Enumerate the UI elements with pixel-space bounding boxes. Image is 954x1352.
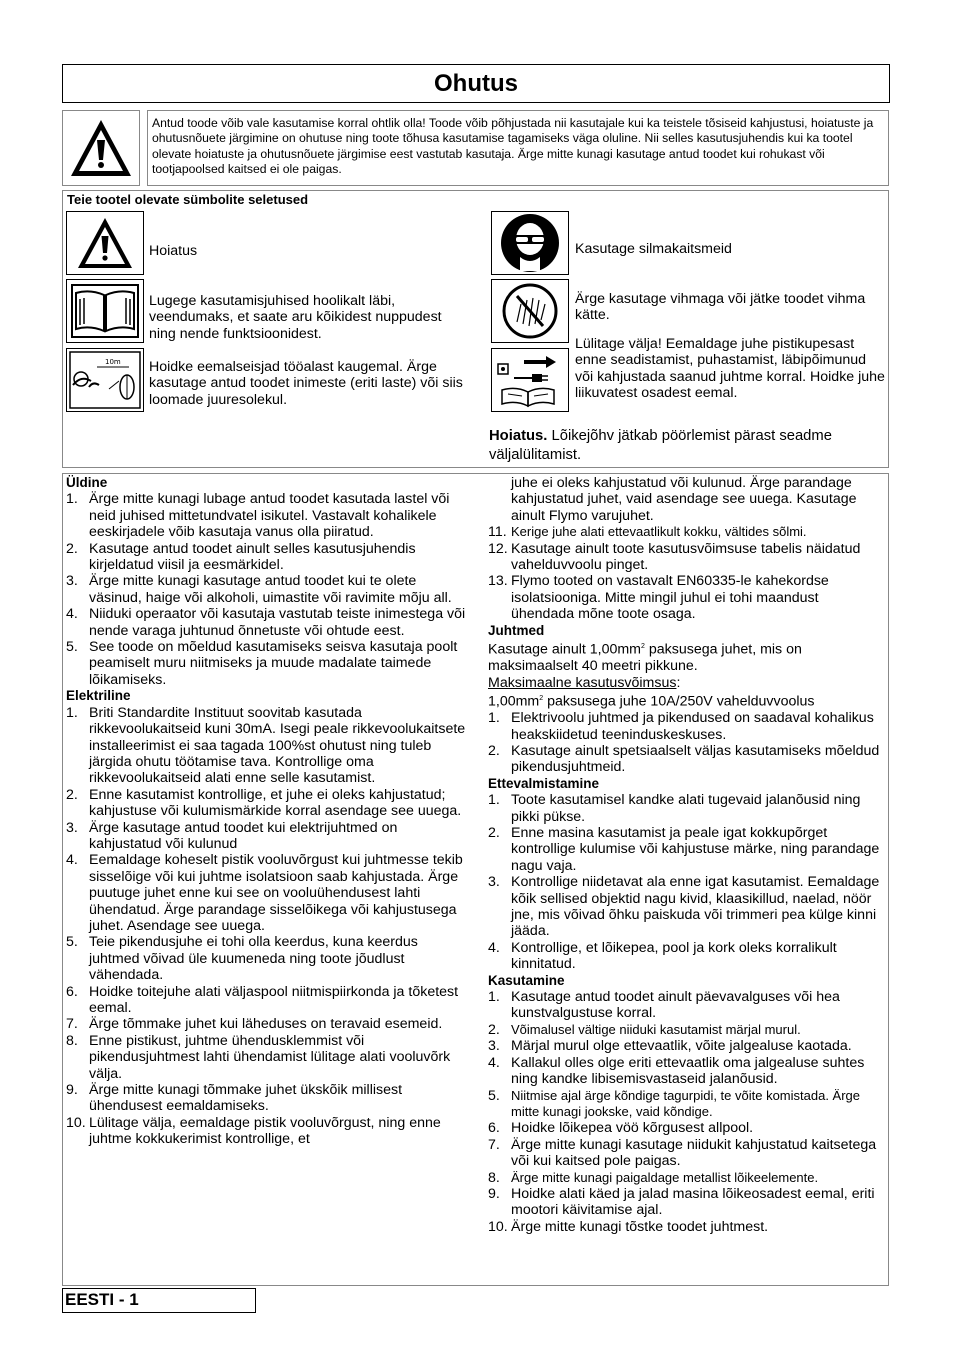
list-item: 1. Ärge mitte kunagi lubage antud toodet kasutada lastel või neid juhised mittetundvatel isikutel. Vastavalt kohalikele eeskirjadele võib kasutaja vanus olla piiratud.	[66, 491, 450, 541]
list-item: 2. Kasutage antud toodet ainult selles kasutusjuhendis kirjeldatud viisil ja eesmärkidel.	[66, 540, 416, 574]
preparation-heading: Ettevalmistamine	[488, 775, 600, 791]
unplug-symbol-label: Lülitage välja! Eemaldage juhe pistikupesast enne seadistamist, puhastamist, läbipõimunud või kahjustada saanud juhtme korral. Hoidke juhe liikuvatest osadest eemal.	[575, 336, 885, 402]
cable-rating: $1,00mm^2$ paksusega juhe 10A/250V vahelduvvoolus	[488, 693, 815, 710]
list-item: 2. Enne masina kasutamist ja peale igat kokkupõrget kontrollige kulumise või kahjustuse märke, ning parandage nagu vaja.	[488, 825, 880, 874]
blade-warning-bold: Hoiatus.	[489, 428, 548, 444]
general-heading: Üldine	[66, 475, 108, 490]
bystanders-symbol-label: Hoidke eemalseisjad tööalast kaugemal. Ärge kasutage antud toodet inimeste (eriti laste) või siis loomade juuresolekul.	[149, 359, 463, 408]
list-item: 3. Ärge kasutage antud toodet kui elektrijuhtmed on kahjustatud või kulunud	[66, 819, 398, 852]
page-title-box	[62, 64, 890, 103]
list-item: 4. Kontrollige, et lõikepea, pool ja kork oleks korralikult kinnitatud.	[488, 939, 837, 973]
page-footer	[62, 1288, 256, 1313]
list-item: 2. Võimalusel vältige niiduki kasutamist märjal murul.	[488, 1021, 801, 1038]
safety-rules-section	[62, 473, 889, 1286]
max-rating-label: Maksimaalne kasutusvõimsus:	[488, 674, 681, 691]
bystanders-distance-icon	[69, 351, 141, 409]
list-item: 4. Niiduki operaator või kasutaja vastutab teiste inimestega või nende varaga juhtunud õnnetuste või ohtude eest.	[66, 606, 466, 639]
distance-label: 10m	[105, 358, 121, 366]
electrical-continuation: juhe ei oleks kahjustatud või kulunud. Ärge parandage kahjustatud juhet, vaid asendage see uuega. Kasutage ainult Flymo varujuhet.	[511, 475, 857, 524]
open-book-icon	[70, 283, 140, 339]
rain-symbol	[491, 279, 569, 343]
warning-symbol	[66, 211, 144, 275]
eyewear-symbol	[491, 211, 569, 275]
operation-list	[488, 989, 884, 1235]
cables-text: Kasutage ainult $1,00mm^2$ paksusega juhet, mis on maksimaalselt 40 meetri pikkune.	[488, 641, 802, 675]
list-item: 2. Enne kasutamist kontrollige, et juhe ei oleks kahjustatud; kahjustuse või kulumismärkide korral asendage see uuega.	[66, 786, 462, 820]
warning-triangle-icon	[68, 116, 134, 180]
right-column	[488, 475, 884, 1235]
operation-heading: Kasutamine	[488, 972, 565, 988]
list-item: 1. Briti Standardite Instituut soovitab kasutada rikkevoolukaitseid kuni 30mA. Isegi peale rikkevoolukaitsete installeerimist ei saa tagada 100%st ohutust ning tuleb järgida ohutu töötamise tava. Kontrollige oma rikkevoolukaitseid alati enne selle kasutamist.	[66, 704, 466, 787]
electrical-list	[66, 705, 466, 1148]
list-item: 1. Kasutage antud toodet ainult päevavalguses või hea kunstvalgustuse korral.	[488, 989, 840, 1022]
eyewear-symbol-label: Kasutage silmakaitsmeid	[575, 241, 732, 257]
blade-warning-text: Lõikejõhv jätkab pöörlemist pärast seadme väljalülitamist.	[489, 428, 832, 463]
list-item: 9. Ärge mitte kunagi tõmmake juhet ükskõik millisest ühendusest eemaldamiseks.	[66, 1082, 403, 1115]
list-item: 12. Kasutage ainult toote kasutusvõimsuse tabelis näidatud vahelduvvoolu pinget.	[488, 540, 861, 574]
list-item: 10. Lülitage välja, eemaldage pistik vooluvõrgust, ning enne juhtme kokkukerimist kontrollige, et	[66, 1114, 441, 1148]
unplug-icon	[494, 350, 566, 410]
list-item: 5. See toode on mõeldud kasutamiseks seisva kasutaja poolt peamiselt muru niitmiseks ja muude madalate taimede lõikamiseks.	[66, 639, 458, 688]
list-item: 6. Hoidke toitejuhe alati väljaspool niitmispiirkonda ja tõketest eemal.	[66, 983, 459, 1016]
preparation-list	[488, 792, 884, 972]
list-item: 5. Teie pikendusjuhe ei tohi olla keerdus, kuna keerdus juhtmed võivad üle kuumeneda ning toote jõudlust vähendada.	[66, 934, 418, 984]
rain-symbol-label: Ärge kasutage vihmaga või jätke toodet vihma kätte.	[575, 291, 866, 324]
cables-heading: Juhtmed	[488, 622, 545, 638]
list-item: 2. Kasutage ainult spetsiaalselt väljas kasutamiseks mõeldud pikendusjuhtmeid.	[488, 742, 880, 776]
list-item: 3. Ärge mitte kunagi kasutage antud toodet kui te olete väsinud, haige või alkoholi, uimastite või ravimite mõju all.	[66, 573, 452, 606]
intro-warning-text: Antud toode võib vale kasutamise korral ohtlik olla! Toode võib põhjustada nii kasutajale kui ka teistele tõsiseid kahjustusi, hoiatuste ja ohutusnõuete järgimine on ohutuse ning toote tõhusa kasutamise tagamiseks väga oluline. Nii selles kasutusjuhendis kui ka tootel olevate hoiatuste ja ohutusnõuete järgimise eest vastutab kasutaja. Ärge mitte kunagi kasutage antud toodet kui rohukast või tootjapoolsed kaitsed ei ole paigas.	[147, 110, 889, 186]
cables-list	[488, 710, 884, 776]
electrical-list-continued	[488, 524, 884, 622]
list-item: 11. Kerige juhe alati ettevaatlikult kokku, vältides sõlmi.	[488, 524, 807, 541]
unplug-symbol	[491, 348, 569, 412]
symbols-heading: Teie tootel olevate sümbolite seletused	[67, 192, 309, 207]
no-rain-icon	[499, 282, 561, 340]
warning-triangle-icon	[75, 215, 135, 271]
list-item: 1. Elektrivoolu juhtmed ja pikendused on saadaval kohalikus heakskiidetud teeninduskeskuses.	[488, 710, 874, 743]
warning-triangle-box	[62, 110, 140, 186]
electrical-heading: Elektriline	[66, 688, 131, 704]
general-list	[66, 491, 466, 688]
list-item: 13. Flymo tooted on vastavalt EN60335-le kahekordse isolatsiooniga. Mitte mingil juhul ei tohi maandust ühendada mõne toote osaga.	[488, 573, 829, 623]
list-item: 3. Kontrollige niidetavat ala enne igat kasutamist. Eemaldage kõik sellised objektid nagu kivid, klaasikillud, naelad, nöör jne, mis võivad õhku paiskuda või trimmeri pea külge kinni jääda.	[488, 874, 880, 940]
list-item: 3. Märjal murul olge ettevaatlik, võite jalgealuse kaotada.	[488, 1038, 852, 1055]
list-item: 7. Ärge mitte kunagi kasutage niidukit kahjustatud kaitsetega või kui kaitsed pole paigas.	[488, 1136, 877, 1170]
warning-symbol-label: Hoiatus	[149, 243, 198, 259]
list-item: 8. Ärge mitte kunagi paigaldage metallist lõikeelemente.	[488, 1169, 819, 1186]
page-number: EESTI - 1	[65, 1290, 139, 1309]
list-item: 4. Kallakul olles olge eriti ettevaatlik oma jalgealuse suhtes ning kandke libisemisvastaseid jalanõusid.	[488, 1054, 865, 1088]
page-title: Ohutus	[434, 70, 518, 97]
manual-symbol	[66, 279, 144, 343]
list-item: 9. Hoidke alati käed ja jalad masina lõikeosadest eemal, eriti mootori käivitamise ajal.	[488, 1185, 875, 1219]
safety-glasses-icon	[499, 213, 561, 273]
manual-symbol-label: Lugege kasutamisjuhised hoolikalt läbi, veendumaks, et saate aru kõikidest nuppudest ning nende funktsioonidest.	[149, 293, 442, 342]
list-item: 5. Niitmise ajal ärge kõndige tagurpidi, te võite komistada. Ärge mitte kunagi jookske, vaid kõndige.	[488, 1087, 861, 1119]
list-item: 1. Toote kasutamisel kandke alati tugevaid jalanõusid ning pikki pükse.	[488, 792, 861, 825]
bystanders-symbol	[66, 348, 144, 412]
list-item: 10. Ärge mitte kunagi tõstke toodet juhtmest.	[488, 1218, 769, 1235]
list-item: 7. Ärge tõmmake juhet kui läheduses on teravaid esemeid.	[66, 1016, 443, 1033]
symbols-section	[62, 190, 889, 468]
list-item: 8. Enne pistikust, juhtme ühendusklemmist või pikendusjuhtmest lahti ühendamist lülitage alati vooluvõrk välja.	[66, 1032, 451, 1082]
list-item: 6. Hoidke lõikepea vöö kõrgusest allpool.	[488, 1120, 754, 1137]
list-item: 4. Eemaldage koheselt pistik vooluvõrgust kui juhtmesse tekib sisselõige või kui juhtme isolatsioon saab kahjustada. Ärge puutuge juhet enne kui see on vooluühendusest lahti ühendatud. Ärge parandage sisselõikega või kahjustusega juhet. Asendage see uuega.	[66, 852, 463, 934]
left-column	[66, 475, 466, 1148]
blade-warning	[489, 427, 885, 465]
